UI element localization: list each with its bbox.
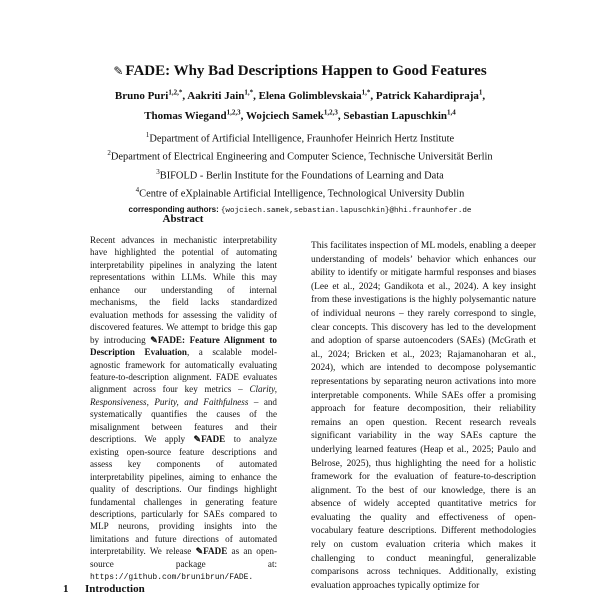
affiliation: $^1$Department of Artificial Intelligence, Fraunhofer Heinrich Hertz Institute xyxy=(145,131,455,145)
author: Sebastian Lapuschkin$^{1,4}$ xyxy=(343,108,456,123)
body-paragraph: This facilitates inspection of ML models, enabling a deeper understanding of models’ behavior which enhances our ability to identify or mitigate harmful responses and biases (Lee et al., 2024; Gandikota et al., 2024). A key insight from these investigations is the highly polysemantic nature of individual neurons – they rarely correspond to single, clear concepts. This discovery has led to the development and adoption of sparse autoencoders (SAEs) (McGrath et al., 2024; Bricken et al., 2023; Rajamanoharan et al., 2024), which are intended to decompose polysemantic representations by separating neuron activations into more interpretable components. While SAEs offer a promising approach for feature decomposition, their reliability remains an open question. Recent research reveals significant variability in the way SAEs capture the underlying learned features (Heap et al., 2025; Paulo and Belrose, 2025), thus highlighting the need for a holistic framework for the evaluation of feature-to-description alignment. To the best of our knowledge, there is an absence of widely accepted quantitative metrics for evaluating the quality and effectiveness of open-vocabulary feature descriptions. Different methodologies rely on custom evaluation criteria which makes it challenging to conduct meaningful, generalizable comparisons across techniques. Additionally, existing evaluation approaches typically optimize for xyxy=(311,241,536,591)
corresponding-emails: {wojciech.samek,sebastian.lapuschkin}@hhi.fraunhofer.de xyxy=(220,206,472,215)
author: Aakriti Jain$^{1,*}$, xyxy=(187,88,259,102)
corresponding-label: corresponding authors: xyxy=(128,204,219,214)
right-column-body xyxy=(311,240,536,593)
author: Wojciech Samek$^{1,2,3}$, xyxy=(245,108,344,123)
affiliation: $^4$Centre of eXplainable Artificial Intelligence, Technological University Dublin xyxy=(135,186,465,200)
abstract-heading: Abstract xyxy=(162,213,204,225)
affiliations xyxy=(0,128,600,219)
paper-title-text: FADE: Why Bad Descriptions Happen to Good Features xyxy=(125,63,487,79)
abstract-body: Recent advances in mechanistic interpretability have highlighted the potential of automating interpretability pipelines in analyzing the latent representations within LLMs. While this may enhance our understanding of internal mechanisms, the field lacks standardized evaluation methods for assessing the validity of discovered features. We attempt to bridge this gap by introducing ✎FADE: Feature Alignment to Description Evaluation, a scalable model-agnostic framework for automatically evaluating feature-to-description alignment. FADE evaluates alignment across four key metrics – Clarity, Responsiveness, Purity, and Faithfulness – and systematically quantifies the causes of the misalignment between features and their descriptions. We apply ✎FADE to analyze existing open-source feature descriptions and assess key components of automated interpretability pipelines, aiming to enhance the quality of descriptions. Our findings highlight fundamental challenges in generating feature descriptions, particularly for SAEs compared to MLP neurons, providing insights into the limitations and future directions of automated interpretability. We release ✎FADE as an open-source package at: https://github.com/brunibrun/FADE. xyxy=(90,235,277,583)
fade-logo-icon: ✎ xyxy=(113,64,124,78)
section-number: 1 xyxy=(63,583,69,595)
author: Elena Golimblevskaia$^{1,*}$, xyxy=(258,88,376,102)
section-heading-introduction xyxy=(63,583,145,595)
metrics-italic: Clarity, Responsiveness, Purity, and Faithfulness xyxy=(90,384,277,407)
author: Bruno Puri$^{1,2,*}$, xyxy=(114,88,188,102)
fade-name-bold: ✎FADE: Feature Alignment to Description Evaluation xyxy=(90,334,277,358)
repo-url-link[interactable]: https://github.com/brunibrun/FADE. xyxy=(90,573,254,583)
author: Patrick Kahardipraja$^1$, xyxy=(375,88,486,102)
affiliation: $^3$BIFOLD - Berlin Institute for the Foundations of Learning and Data xyxy=(156,167,444,182)
author-list xyxy=(0,84,600,125)
section-title: Introduction xyxy=(85,583,145,595)
affiliation: $^2$Department of Electrical Engineering and Computer Science, Technische Universität Berlin xyxy=(107,149,493,163)
author: Thomas Wiegand$^{1,2,3}$, xyxy=(144,108,246,123)
fade-name-bold: ✎FADE xyxy=(195,546,228,557)
paper-title xyxy=(0,62,600,80)
fade-name-bold: ✎FADE xyxy=(193,434,226,445)
